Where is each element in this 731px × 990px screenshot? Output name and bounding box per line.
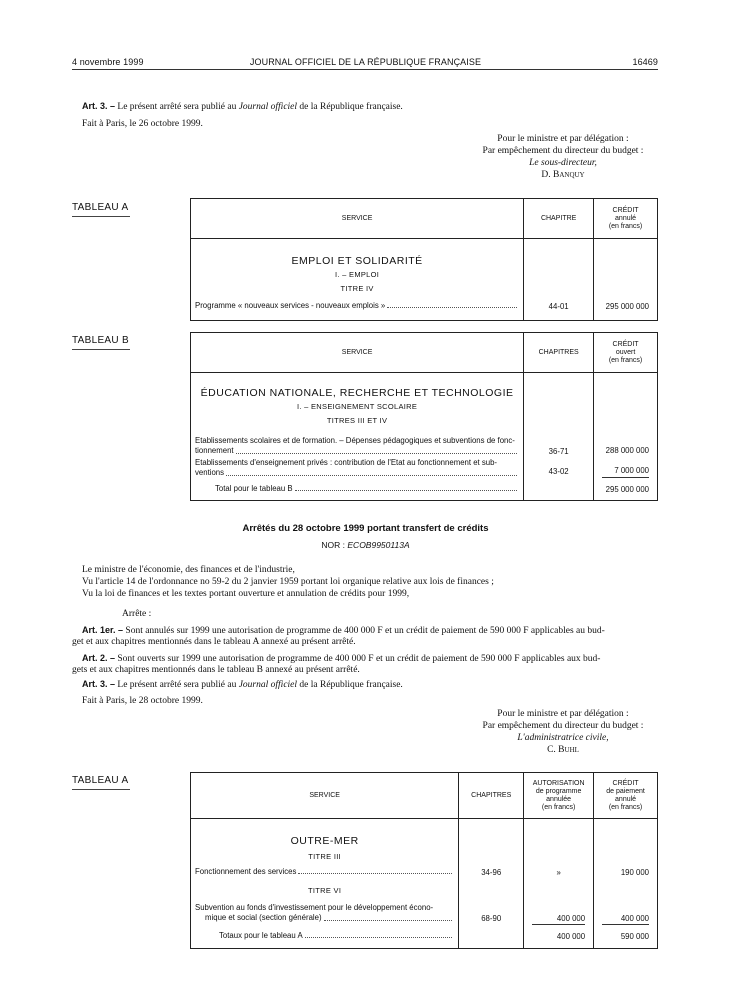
top-sig3: Le sous-directeur, <box>529 158 597 168</box>
arrete-sig1: Pour le ministre et par délégation : <box>497 709 629 719</box>
top-sig1: Pour le ministre et par délégation : <box>497 134 629 144</box>
table3-row2-credit: 400 000 <box>620 914 649 923</box>
arrete-a1-line2: get et aux chapitres mentionnés dans le tableau A annexé au présent arrêté. <box>72 637 356 647</box>
arrete-a2-line2: gets et aux chapitres mentionnés dans le tableau B annexé au présent arrêté. <box>72 665 360 675</box>
table3-row2-chap: 68-90 <box>481 914 502 923</box>
table2-row2-credit: 7 000 000 <box>614 466 649 475</box>
table3-total: Totaux pour le tableau A <box>219 931 454 940</box>
table3-row1-chap: 34-96 <box>481 868 502 877</box>
table3-col-autorisation: AUTORISATION de programme annulée (en francs) <box>524 773 594 819</box>
table3-col-chapitres: CHAPITRES <box>459 773 524 819</box>
table1-col-credit: CRÉDIT annulé (en francs) <box>594 199 658 239</box>
table2-section: ÉDUCATION NATIONALE, RECHERCHE ET TECHNOLOGIE <box>200 387 514 399</box>
header-date: 4 novembre 1999 <box>72 57 144 67</box>
table3-label: TABLEAU A <box>72 775 129 786</box>
table-row <box>191 239 658 321</box>
top-art3: Art. 3. – Le présent arrêté sera publié au Journal officiel de la République française. <box>82 101 403 112</box>
table3-row1-auto: » <box>556 868 561 877</box>
table2-label: TABLEAU B <box>72 335 129 346</box>
table2-total-credit: 295 000 000 <box>605 485 649 494</box>
table2 <box>190 332 658 501</box>
table2-sub1: I. – ENSEIGNEMENT SCOLAIRE <box>297 402 418 411</box>
table1-sub2: TITRE IV <box>340 284 374 293</box>
arrete-sig3: L'administratrice civile, <box>517 733 609 743</box>
table3-row1-credit: 190 000 <box>620 868 649 877</box>
table2-row1: Etablissements scolaires et de formation. – Dépenses pédagogiques et subventions de fonc- tionnement <box>195 436 519 456</box>
table3-sub1: TITRE III <box>308 852 341 861</box>
arrete-a3: Art. 3. – Le présent arrêté sera publié au Journal officiel de la République française. <box>82 679 403 690</box>
table2-total: Total pour le tableau B <box>215 484 519 493</box>
arrete-sig4: C. Buhl <box>547 745 579 755</box>
table3-row2-auto: 400 000 <box>556 914 586 923</box>
top-sig2: Par empêchement du directeur du budget : <box>482 146 644 156</box>
table2-header-row <box>191 333 658 373</box>
arrete-arrete: Arrête : <box>122 609 152 619</box>
table1-col-chapitre: CHAPITRE <box>524 199 594 239</box>
arrete-a2-line1: Art. 2. – Sont ouverts sur 1999 une autorisation de programme de 400 000 F et un crédit de paiement de 590 000 F applicables aux bud- <box>82 653 601 664</box>
table-row <box>191 819 658 949</box>
table3-label-rule <box>72 789 130 790</box>
table2-col-service: SERVICE <box>191 333 524 373</box>
table1-label: TABLEAU A <box>72 202 129 213</box>
arrete-l2: Vu l'article 14 de l'ordonnance no 59-2 du 2 janvier 1959 portant loi organique relative aux lois de finances ; <box>82 577 494 587</box>
table2-col-chapitres: CHAPITRES <box>524 333 594 373</box>
table-row <box>191 373 658 501</box>
table1-section: EMPLOI ET SOLIDARITÉ <box>291 255 423 267</box>
table1-row-label: Programme « nouveaux services - nouveaux emplois » <box>195 301 519 310</box>
table2-row2: Etablissements d'enseignement privés : contribution de l'Etat au fonctionnement et sub- ventions <box>195 458 519 478</box>
arrete-l3: Vu la loi de finances et les textes portant ouverture et annulation de crédits pour 1999, <box>82 589 410 599</box>
table2-row1-credit: 288 000 000 <box>605 446 649 455</box>
table3 <box>190 772 658 949</box>
table2-row2-chap: 43-02 <box>548 467 569 476</box>
top-fait: Fait à Paris, le 26 octobre 1999. <box>82 119 203 129</box>
table1-row-credit: 295 000 000 <box>605 302 649 311</box>
arrete-title: Arrêtés du 28 octobre 1999 portant transfert de crédits <box>242 523 489 534</box>
arrete-nor: NOR : ECOB9950113A <box>321 540 410 550</box>
table3-total-credit: 590 000 <box>620 932 649 941</box>
table3-row1: Fonctionnement des services <box>195 867 454 876</box>
table3-total-auto: 400 000 <box>556 932 586 941</box>
arrete-sig2: Par empêchement du directeur du budget : <box>482 721 644 731</box>
arrete-fait: Fait à Paris, le 28 octobre 1999. <box>82 696 203 706</box>
header-rule <box>72 69 658 70</box>
table3-section: OUTRE-MER <box>290 835 359 847</box>
header-page-number: 16469 <box>632 57 658 67</box>
table2-row1-chap: 36-71 <box>548 447 569 456</box>
table3-row2: Subvention au fonds d'investissement pour le développement écono- mique et social (section générale) <box>195 903 454 923</box>
arrete-l1: Le ministre de l'économie, des finances et de l'industrie, <box>82 565 295 575</box>
header-title: JOURNAL OFFICIEL DE LA RÉPUBLIQUE FRANÇAISE <box>249 57 482 67</box>
table1-sub1: I. – EMPLOI <box>335 270 380 279</box>
table3-header-row <box>191 773 658 819</box>
arrete-a1-line1: Art. 1er. – Sont annulés sur 1999 une autorisation de programme de 400 000 F et un crédit de paiement de 590 000 F applicables au bud- <box>82 625 605 636</box>
top-sig4: D. Banquy <box>541 170 585 180</box>
table1-col-service: SERVICE <box>191 199 524 239</box>
table3-col-service: SERVICE <box>191 773 459 819</box>
table2-col-credit: CRÉDIT ouvert (en francs) <box>594 333 658 373</box>
table2-label-rule <box>72 349 130 350</box>
table1-label-rule <box>72 216 130 217</box>
table1-row-chap: 44-01 <box>548 302 569 311</box>
table1-header-row <box>191 199 658 239</box>
table3-sub2: TITRE VI <box>308 886 342 895</box>
table1 <box>190 198 658 321</box>
table3-col-credit: CRÉDIT de paiement annulé (en francs) <box>594 773 658 819</box>
table2-sub2: TITRES III ET IV <box>326 416 388 425</box>
